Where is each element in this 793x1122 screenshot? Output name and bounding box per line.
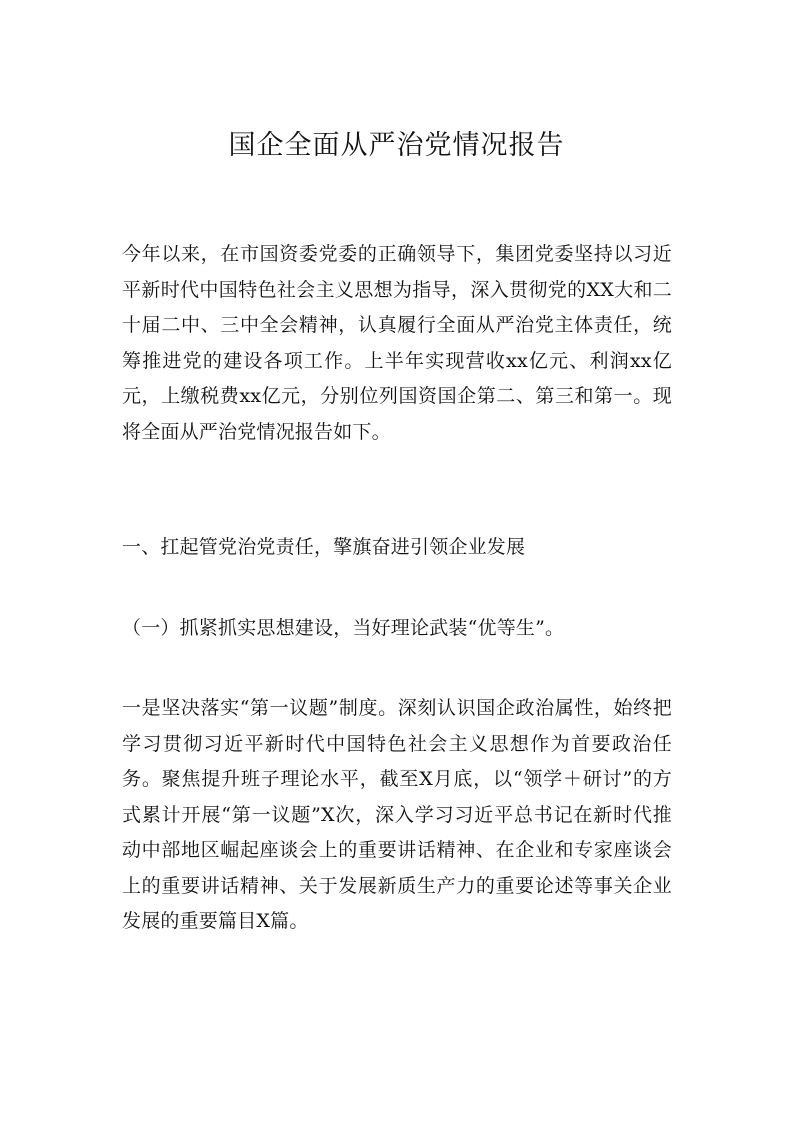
intro-paragraph: 今年以来，在市国资委党委的正确领导下，集团党委坚持以习近平新时代中国特色社会主义思想为指导，深入贯彻党的XX大和二十届二中、三中全会精神，认真履行全面从严治党主体责任，统筹推进党的建设各项工作。上半年实现营收xx亿元、利润xx亿元，上缴税费xx亿元，分别位列国资国企第二、第三和第一。现将全面从严治党情况报告如下。: [122, 243, 672, 443]
body-paragraph-1: 一是坚决落实“第一议题”制度。深刻认识国企政治属性，始终把学习贯彻习近平新时代中国特色社会主义思想作为首要政治任务。聚焦提升班子理论水平，截至X月底，以“领学＋研讨”的方式累计开展“第一议题”X次，深入学习习近平总书记在新时代推动中部地区崛起座谈会上的重要讲话精神、在企业和专家座谈会上的重要讲话精神、关于发展新质生产力的重要论述等事关企业发展的重要篇目X篇。: [122, 697, 672, 932]
document-title: 国企全面从严治党情况报告: [228, 130, 565, 161]
subsection-heading-1: （一）抓紧抓实思想建设，当好理论武装“优等生”。: [122, 617, 565, 639]
section-heading-1: 一、扛起管党治党责任，擎旗奋进引领企业发展: [122, 536, 526, 558]
